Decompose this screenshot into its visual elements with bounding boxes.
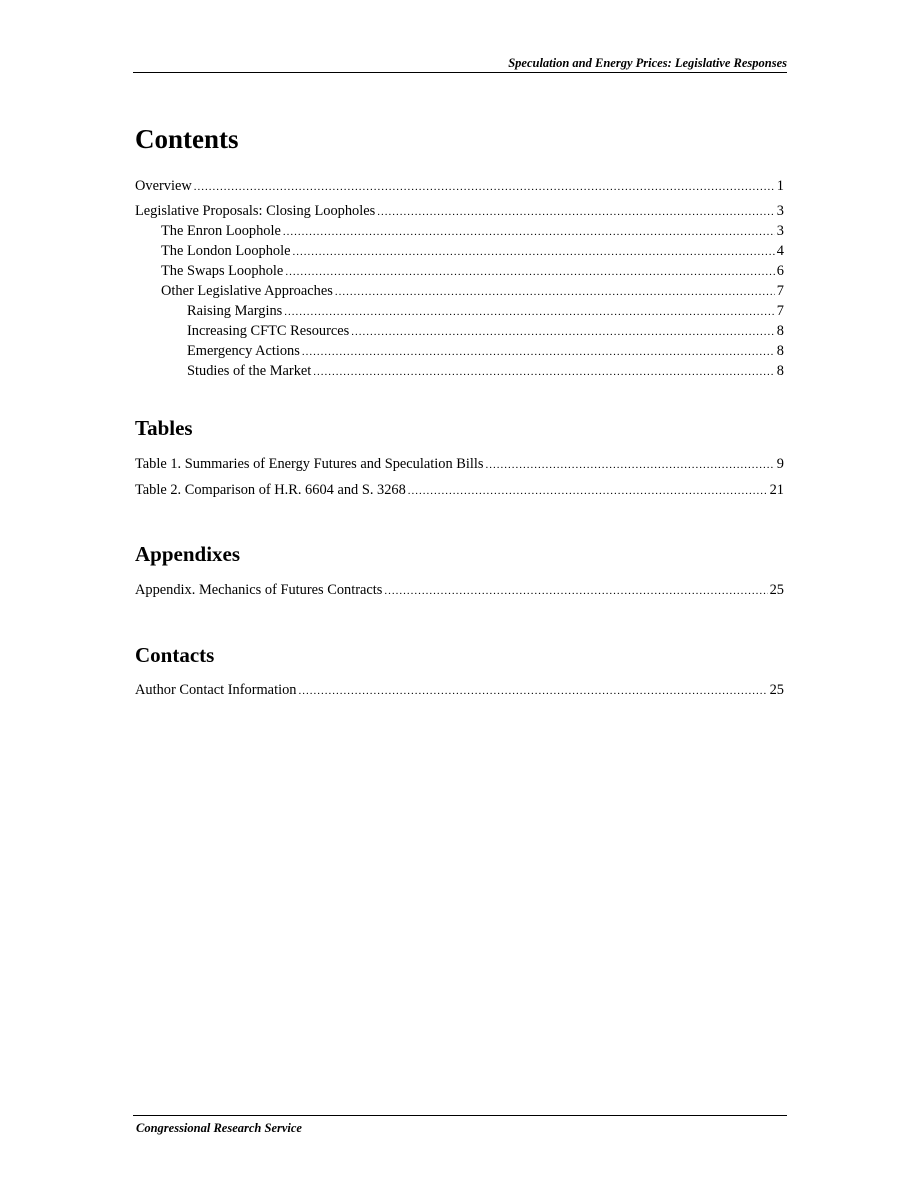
toc-entry-page: 6: [776, 263, 784, 279]
toc-entry-swaps-loophole[interactable]: [135, 262, 784, 282]
contents-list: [135, 177, 784, 197]
toc-entry-text: Emergency Actions: [187, 343, 300, 359]
toc-entry-legislative-proposals[interactable]: [135, 202, 784, 222]
footer-rule: [133, 1115, 787, 1116]
toc-entry-text: The Enron Loophole: [161, 223, 281, 239]
toc-entry-text: The London Loophole: [161, 243, 291, 259]
toc-entry-text: Legislative Proposals: Closing Loopholes: [135, 203, 376, 219]
dot-leader: [285, 263, 774, 282]
toc-entry-text: Increasing CFTC Resources: [187, 323, 350, 339]
tables-list: [135, 455, 784, 475]
toc-entry-author-contact[interactable]: [135, 681, 784, 701]
contents-list-sub: [135, 202, 784, 382]
toc-entry-page: 25: [769, 582, 784, 598]
dot-leader: [351, 323, 775, 342]
toc-entry-text: Appendix. Mechanics of Futures Contracts: [135, 582, 383, 598]
tables-list-2: [135, 481, 784, 501]
dot-leader: [194, 178, 775, 197]
dot-leader: [313, 363, 775, 382]
toc-entry-other-approaches[interactable]: [135, 282, 784, 302]
toc-entry-page: 9: [776, 456, 784, 472]
toc-entry-text: Raising Margins: [187, 303, 283, 319]
dot-leader: [408, 482, 768, 501]
toc-entry-raising-margins[interactable]: [135, 302, 784, 322]
running-header: Speculation and Energy Prices: Legislative Responses: [508, 56, 787, 70]
toc-entry-text: Other Legislative Approaches: [161, 283, 333, 299]
toc-entry-table-1[interactable]: [135, 455, 784, 475]
toc-entry-market-studies[interactable]: [135, 362, 784, 382]
toc-entry-emergency-actions[interactable]: [135, 342, 784, 362]
toc-entry-appendix[interactable]: [135, 581, 784, 601]
toc-entry-page: 8: [776, 363, 784, 379]
contacts-heading: Contacts: [135, 643, 215, 667]
appendixes-list: [135, 581, 784, 601]
dot-leader: [284, 303, 775, 322]
toc-entry-page: 3: [776, 203, 784, 219]
appendixes-heading: Appendixes: [135, 542, 241, 566]
toc-entry-enron-loophole[interactable]: [135, 222, 784, 242]
dot-leader: [335, 283, 775, 302]
contents-heading: Contents: [135, 124, 239, 154]
toc-entry-cftc-resources[interactable]: [135, 322, 784, 342]
toc-entry-page: 25: [769, 682, 784, 698]
dot-leader: [302, 343, 775, 362]
dot-leader: [377, 203, 775, 222]
dot-leader: [283, 223, 775, 242]
toc-entry-page: 8: [776, 323, 784, 339]
toc-entry-page: 7: [776, 303, 784, 319]
tables-heading: Tables: [135, 416, 193, 440]
header-rule: [133, 72, 787, 73]
toc-entry-text: Studies of the Market: [187, 363, 312, 379]
toc-entry-table-2[interactable]: [135, 481, 784, 501]
toc-entry-text: The Swaps Loophole: [161, 263, 284, 279]
toc-entry-overview[interactable]: [135, 177, 784, 197]
toc-entry-page: 3: [776, 223, 784, 239]
dot-leader: [485, 456, 774, 475]
toc-entry-page: 1: [776, 178, 784, 194]
toc-entry-page: 8: [776, 343, 784, 359]
toc-entry-page: 7: [776, 283, 784, 299]
toc-entry-text: Table 1. Summaries of Energy Futures and Speculation Bills: [135, 456, 484, 472]
toc-entry-london-loophole[interactable]: [135, 242, 784, 262]
dot-leader: [384, 582, 767, 601]
dot-leader: [293, 243, 775, 262]
toc-entry-page: 21: [769, 482, 784, 498]
running-footer: Congressional Research Service: [136, 1121, 302, 1135]
dot-leader: [298, 682, 767, 701]
contacts-list: [135, 681, 784, 701]
toc-entry-text: Overview: [135, 178, 192, 194]
toc-entry-page: 4: [776, 243, 784, 259]
toc-entry-text: Author Contact Information: [135, 682, 297, 698]
toc-entry-text: Table 2. Comparison of H.R. 6604 and S. 3268: [135, 482, 406, 498]
